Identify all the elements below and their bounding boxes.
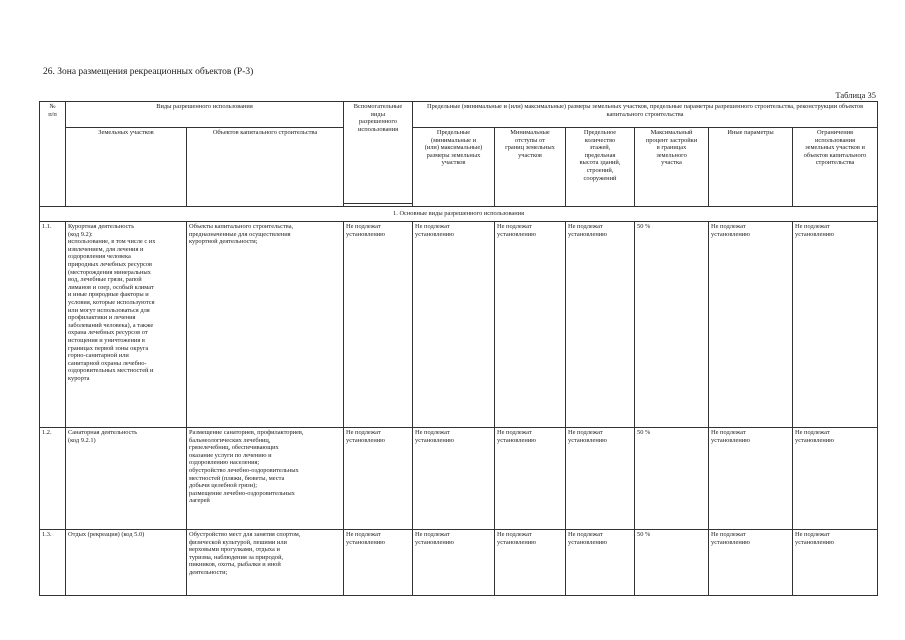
- row-capital-objects: Обустройство мест для занятия спортом, физической культурой, пешими или верховыми прогулками, отдыха и туризма, наблюдения за природой, пикников, охоты, рыбалки и иной деятельности;: [187, 530, 344, 596]
- row-limit-sizes: Не подлежат установлению: [413, 222, 495, 428]
- row-max-coverage: 50 %: [635, 222, 709, 428]
- row-num: 1.1.: [40, 222, 66, 428]
- row-restrictions: Не подлежат установлению: [793, 428, 878, 530]
- header-restrictions: Ограничения использования земельных участков и объектов капитального строительства: [793, 128, 878, 207]
- header-capital-objects: Объектов капитального строительства: [187, 128, 344, 207]
- header-auxiliary-uses: Вспомогательные виды разрешенного использования: [344, 102, 413, 204]
- row-auxiliary: Не подлежат установлению: [344, 530, 413, 596]
- section-title: 1. Основные виды разрешенного использования: [40, 207, 878, 222]
- row-land-use: Курортная деятельность (код 9.2): использование, в том числе с их извлечением, для лечения и оздоровления человека природных лечебных ресурсов (месторождения минеральных вод, лечебные грязи, рапой лиманов и озер, особый климат и иные природные факторы и условия, которые используются или могут использоваться для профилактики и лечения заболеваний человека), а также охрана лечебных ресурсов от истощения и уничтожения в границах первой зоны округа горно-санитарной или санитарной охраны лечебно- оздоровительных местностей и курорта: [66, 222, 187, 428]
- table-row: [40, 428, 878, 530]
- row-num: 1.2.: [40, 428, 66, 530]
- table-label: Таблица 35: [835, 90, 876, 100]
- row-num: 1.3.: [40, 530, 66, 596]
- row-auxiliary: Не подлежат установлению: [344, 222, 413, 428]
- header-limit-sizes: Предельные (минимальные и (или) максимальные) размеры земельных участков: [413, 128, 495, 207]
- row-limit-sizes: Не подлежат установлению: [413, 530, 495, 596]
- row-max-floors: Не подлежат установлению: [566, 530, 635, 596]
- row-other-params: Не подлежат установлению: [709, 428, 793, 530]
- row-max-floors: Не подлежат установлению: [566, 222, 635, 428]
- row-max-floors: Не подлежат установлению: [566, 428, 635, 530]
- header-max-floors: Предельное количество этажей, предельная высота зданий, строений, сооружений: [566, 128, 635, 207]
- row-max-coverage: 50 %: [635, 428, 709, 530]
- row-min-setbacks: Не подлежат установлению: [495, 530, 566, 596]
- row-restrictions: Не подлежат установлению: [793, 530, 878, 596]
- row-restrictions: Не подлежат установлению: [793, 222, 878, 428]
- row-limit-sizes: Не подлежат установлению: [413, 428, 495, 530]
- row-capital-objects: Объекты капитального строительства, предназначенные для осуществления курортной деятельности;: [187, 222, 344, 428]
- header-permitted-uses: Виды разрешенного использования: [66, 102, 344, 128]
- row-capital-objects: Размещение санаториев, профилакториев, бальнеологических лечебниц, грязелечебниц, обеспечивающих оказание услуги по лечению и оздоровлению населения; обустройство лечебно-оздоровительных местностей (пляжи, бюветы, места добычи целебной грязи); размещение лечебно-оздоровительных лагерей: [187, 428, 344, 530]
- row-max-coverage: 50 %: [635, 530, 709, 596]
- header-min-setbacks: Минимальные отступы от границ земельных участков: [495, 128, 566, 207]
- row-auxiliary: Не подлежат установлению: [344, 428, 413, 530]
- row-other-params: Не подлежат установлению: [709, 530, 793, 596]
- header-land-plots: Земельных участков: [66, 128, 187, 207]
- header-num: № п/п: [40, 102, 66, 207]
- document-title: 26. Зона размещения рекреационных объектов (Р-3): [43, 67, 254, 77]
- table-row: [40, 530, 878, 596]
- header-other-params: Иные параметры: [709, 128, 793, 207]
- row-other-params: Не подлежат установлению: [709, 222, 793, 428]
- regulations-table: [39, 101, 878, 596]
- row-land-use: Санаторная деятельность (код 9.2.1): [66, 428, 187, 530]
- row-min-setbacks: Не подлежат установлению: [495, 428, 566, 530]
- header-limits: Предельные (минимальные и (или) максимальные) размеры земельных участков, предельные параметры разрешенного строительства, реконструкции объектов капитального строительства: [413, 102, 878, 128]
- table-row: [40, 222, 878, 428]
- header-max-coverage: Максимальный процент застройки в границах земельного участка: [635, 128, 709, 207]
- row-min-setbacks: Не подлежат установлению: [495, 222, 566, 428]
- row-land-use: Отдых (рекреация) (код 5.0): [66, 530, 187, 596]
